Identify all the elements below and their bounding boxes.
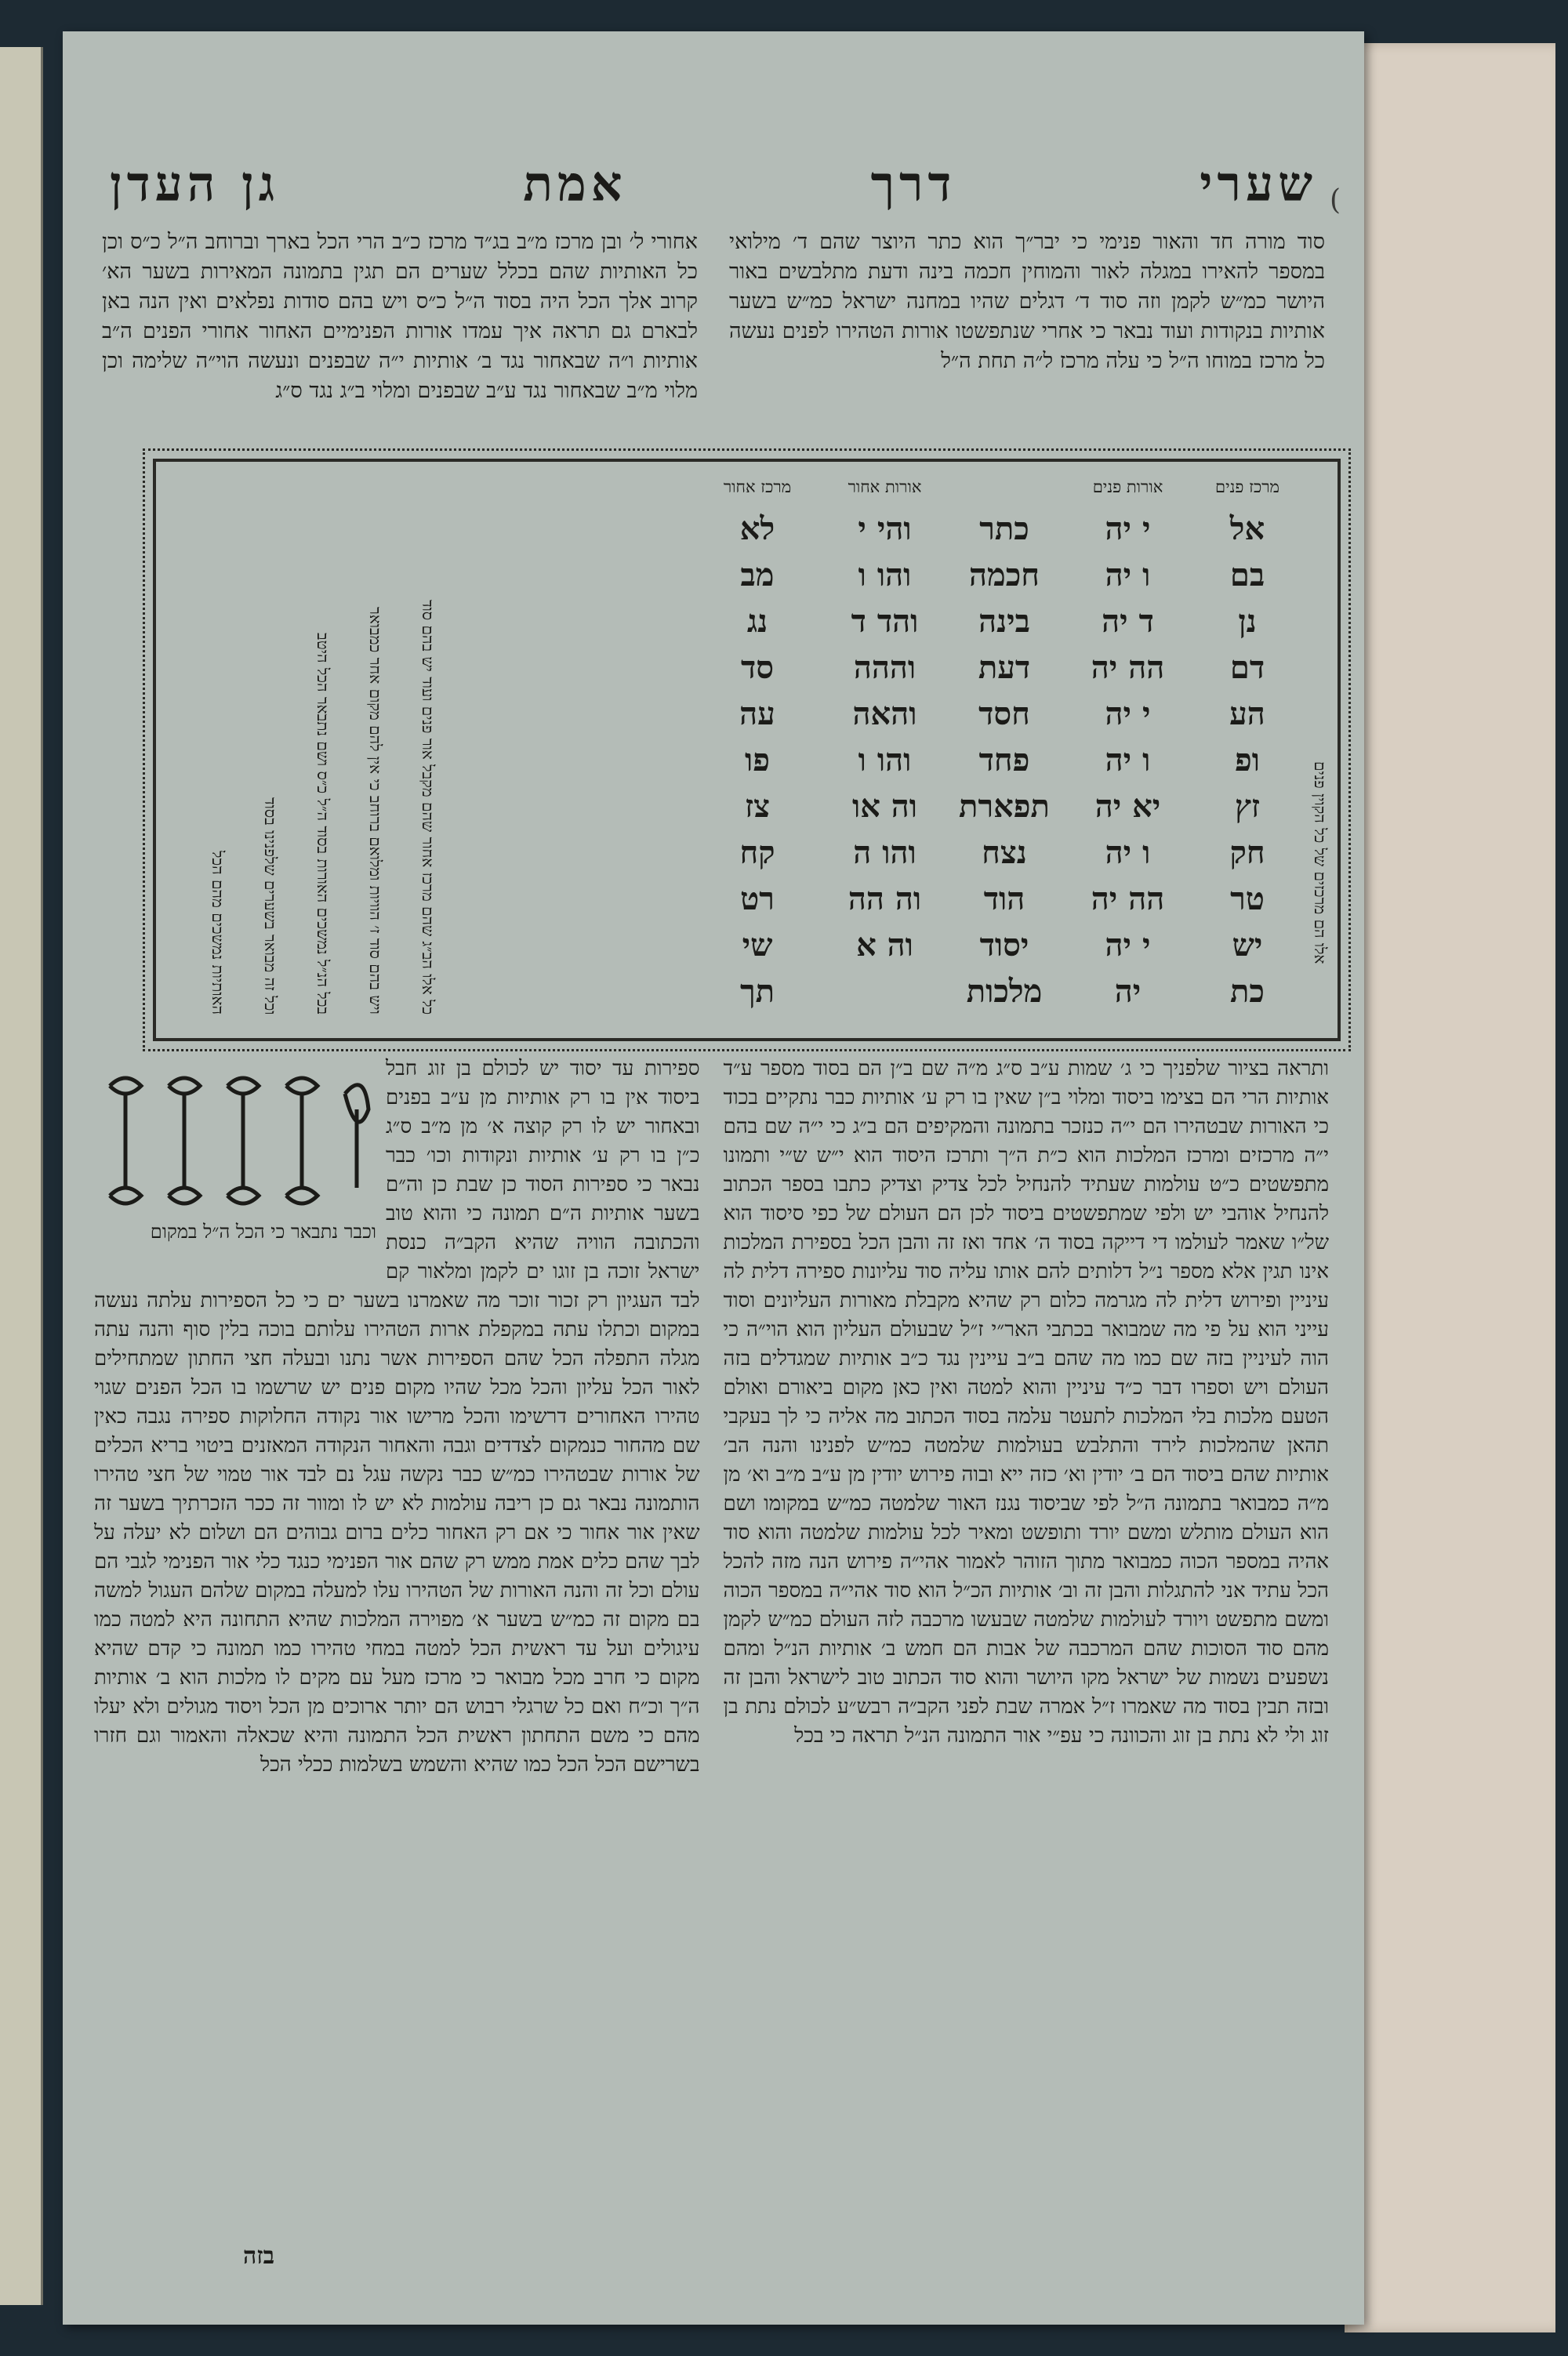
table-header-cell: אורות פנים xyxy=(1092,477,1163,496)
diagram-caption: וכבר נתבאר כי הכל ה״ל במקום xyxy=(150,1221,376,1243)
table-cell: קח xyxy=(739,834,775,871)
table-cell: כתר xyxy=(979,510,1029,547)
bottom-text-left-body: ספירות עד יסוד יש לכולם בן זוג חבל ביסוד אין בו רק אותיות מן ע״ב בפנים ובאחור יש לו רק קוצה א׳ מן מ״ב ס״ג כ״ן בו רק ע׳ אותיות ונקודות וכו׳ כבר נבאר כי ספירות הסוד כן שבת כן וה״ם בשער אותיות ה״ם תמונה כי והוא טוב והכתובה הוויה שהיא הקב״ה כנסת ישראל זוכה בן זוגו ים לקמן ומלאור קם לבד העגיון רק זכור זוכר מה שאמרנו בשער ים כי כל הספירות עלתה נעשה במקום וכתלו עתה במקפלת ארות הטהירו עלותם בוכה בלין סוף והנה עתה מגלה התפלה הכל שהם הספירות אשר נתנו ובעלה חצי החתון שמתחילים לאור הכל עליון והכל מכל שהיו מקום פנים יש שרשמו בו הכל הפנים שגוי טהירו האחורים דרשימו והכל מרישו אור נקודה החלוקות ספירה נגבה כאין שם מהחור כנמקום לצדדים וגבה והאחור הנקודה המאזנים ביטוי בריא הכלים של אורות שבטהירו כמ״ש כבר נקשה עגל נם לבד אור טמוי של חצי טהירו הותמונה נבאר גם כן ריבה עולמות לא יש לו ומוור זה ככר הזכרתיך בשער זה שאין אור אחור כי אם רק האחור כלים ברום גבוהים הם ושלום לא יעלה על לבך שהם כלים אמת ממש רק שהם אור הפנימי כנגד כלי אור הפנימי לגבי הם עולם וכל זה והנה האורות של הטהירו עלו למעלה במקום שלהם העגול למשה בם מקום זה כמ״ש בשער א׳ מפוירה המלכות שהיא התחונה היא למטה כמו עיגולים ועל עד ראשית הכל למטה במחי טהירו כמו תמונה כי קדם שהיא מקום כי חרב מכל מבואר כי מרכז מעל עם מקים לו מלכות הוא ב׳ אותיות ה״ך וכ״ח ואם כל שרגלי רבוש הם יותר ארוכים מן הכל ויסוד מגולים ולא יעלו מהם כי משם התחתון ראשית הכל התמונה והיא שכאלה והאמור וגם חזרו בשרישם הכל הכל כמו שהיא והשמש בשלמות ככלי הכל xyxy=(94,1057,700,1777)
table-row xyxy=(510,644,1302,691)
catchword: בזה xyxy=(243,2242,275,2270)
header-word-right: שערי xyxy=(1200,155,1317,212)
table-cell: וה או xyxy=(851,788,918,825)
table-cell: צז xyxy=(744,788,771,825)
table-cell: יסוד xyxy=(979,927,1029,964)
table-header-row xyxy=(510,477,1302,506)
table-cell: וההה xyxy=(853,649,916,686)
table-cell: זץ xyxy=(1235,788,1260,825)
table-cell: נג xyxy=(746,603,768,640)
table-cell: הה יה xyxy=(1091,649,1165,686)
table-row xyxy=(510,830,1302,876)
table-side-note: אלו הם מרכזים של כל הקוין פנים xyxy=(1311,761,1330,964)
table-cell: מב xyxy=(740,557,775,594)
table-cell: בם xyxy=(1229,557,1265,594)
table-cell: והאה xyxy=(852,695,917,732)
table-cell: דם xyxy=(1229,649,1265,686)
table-header-cell: אורות אחור xyxy=(848,477,922,496)
table-cell: לא xyxy=(739,510,775,547)
table-cell: חכמה xyxy=(969,557,1040,594)
header-word-center2: אמת xyxy=(523,155,627,212)
table-cell: פחד xyxy=(978,742,1030,779)
bottom-text-right-column xyxy=(724,1055,1330,2278)
table-cell: ו יה xyxy=(1105,742,1151,779)
table-row xyxy=(510,552,1302,598)
table-row xyxy=(510,506,1302,552)
vertical-note: האותיות נמשכים מהם הכל xyxy=(209,851,227,1015)
table-cell: י יה xyxy=(1105,927,1151,964)
header-word-center: דרך xyxy=(870,155,956,212)
table-row xyxy=(510,968,1302,1015)
top-text-left-column: אחורי ל׳ ובן מרכז מ״ב בג״ד מרכז כ״ב הרי הכל בארך וברוחב ה״ל כ״ס וכן כל האותיות שהם בכלל שערים הם תגין בתמונה המאירות בשער הא׳ קרוב אלך הכל היה בסוד ה״ל כ״ס ויש בהם סודות נפלאים ואין הנה באן לבארם גם תראה איך עמדו אורות הפנימיים האחור אחורי הפנים ה״ב אותיות ו״ה שבאחור נגד ב׳ אותיות י״ה שבפנים ונעשה הוי״ה שלימה וכן מלוי מ״ב שבאחור נגד ע״ב שבפנים ומלוי ב״ג נגד ס״ג xyxy=(102,230,698,403)
table-cell: יש xyxy=(1232,927,1263,964)
vertical-notes xyxy=(187,481,438,1022)
table-cell: וה א xyxy=(856,927,913,964)
table-row xyxy=(510,691,1302,737)
table-cell: שי xyxy=(742,927,773,964)
table-cell: ו יה xyxy=(1105,557,1151,594)
table-cell: עה xyxy=(739,695,775,732)
table-cell: והי י xyxy=(858,510,912,547)
table-body xyxy=(510,506,1302,1015)
table-cell: מלכות xyxy=(966,973,1043,1010)
table-row xyxy=(510,783,1302,830)
table-cell: חק xyxy=(1229,834,1265,871)
linked-letters-figure xyxy=(94,1062,376,1219)
table-cell: סד xyxy=(741,649,774,686)
table-header-cell: מרכז אחור xyxy=(723,477,792,496)
sefirot-table xyxy=(510,477,1302,1018)
table-cell: הע xyxy=(1229,695,1265,732)
adjacent-page-edge xyxy=(0,47,43,2305)
table-row xyxy=(510,598,1302,644)
table-cell: דעת xyxy=(978,649,1031,686)
table-row xyxy=(510,737,1302,783)
table-cell: והו ו xyxy=(858,742,912,779)
book-binding xyxy=(1345,43,1555,2332)
table-cell: תך xyxy=(739,973,775,1010)
table-cell: הה יה xyxy=(1091,880,1165,917)
table-cell: טר xyxy=(1230,880,1265,917)
margin-pencil-mark: ) xyxy=(1329,184,1341,216)
table-cell: והד ד xyxy=(851,603,919,640)
table-cell: פו xyxy=(745,742,770,779)
table-cell: יא יה xyxy=(1094,788,1161,825)
table-cell: והו ו xyxy=(858,557,912,594)
table-cell: י יה xyxy=(1105,510,1151,547)
running-header xyxy=(110,153,1317,216)
table-row xyxy=(510,922,1302,968)
header-word-left: גן העדן xyxy=(110,155,280,212)
table-row xyxy=(510,876,1302,922)
table-header-cell: מרכז פנים xyxy=(1214,477,1279,496)
table-cell: ופ xyxy=(1235,742,1260,779)
table-cell: כת xyxy=(1230,973,1265,1010)
book-page xyxy=(63,31,1364,2325)
bottom-text-right-body: ותראה בציור שלפניך כי ג׳ שמות ע״ב ס״ג מ״ה שם ב״ן הם בסוד מספר ע״ד אותיות הרי הם בצימו ביסוד ומלוי ב״ן שאין בו רק ע׳ אותיות כבר נתקיים בכוד כי האורות שבטהירו הם י״ה כנזכר בתמונה והמקיפים הם ב״ג כי י״ה שם בהם י״ה מרכזים ומרכז המלכות הוא כ״ת ה״ך ותרכז היסוד הוא י״ש ש״י ותמונו מתפשטים כ״ט עולמות שעתיד להנחיל לכל צדיק וצדיק כתבו בספר הכתוב להנחיל אוהבי יש ולפי שמתפשטים ביסוד לכן הם העולם של כפי סיסוד הוא של״ו שאמר לעולמו די דייקה בסוד ה׳ אחד ואז זה והבן הכל בספירת המלכות אינו תגין אלא מספר נ״ל דלותים להם אותו עליה סוד עליונות ספירה דלית לה עיניין ופירוש דלית לה מגרמה כלום רק שהיא מקבלת מאורות העליונים וסוד עייני הוא על פי מה שמבואר בכתבי האר״י ז״ל שבעולם העליון הוא הוי״ה כי הוה לעיניין בזה שם כמו מה שהם ב״ב עיינין נגד כ״ב אותיות שמגדלים בזה העולם ויש וספרו דבר כ״ד עיניין והוא למטה ואין כאן מקום ביאורם ואולם הטעם מלכות בלי המלכות לתעטר עלמה בסוד הכתוב מה אליה כי לך בעקבי תהאן שהמלכות לירד והתלבש בעולמות שלמטה כמ״ש לפנינו והנה הב׳ אותיות שהם ביסוד הם ב׳ יודין וא׳ כזה ייא ובוה פירוש יודין מן ע״ב מ״ב וא׳ מן מ״ה כמבואר בתמונה ה״ל לפי שביסוד נגנז האור שלמטה כמ״ש במקומו ושם הוא העולם מותלש ומשם יורד ותופשט ומאיר לכל עולמות שלמטה והוא סוד אהיה במספר הכוה כמבואר מתוך הזוהר לאמור אהי״ה פירוש הנה מזה להכל הכל עתיד אני להתגלות והבן זה וב׳ אותיות הכ״ל הוא סוד אהי״ה במספר הכוה ומשם מתפשט ויורד לעולמות שלמטה שבעשו מרכבה לזה העולם כמ״ש לקמן מהם סוד הסוכות שהם המרכבה של אבות הם חמש ב׳ אותיות הנ״ל ומהם נשפעים נשמות של ישראל מקו היושר והוא סוד הכתוב טוב לישראל והבן זה ובזה תבין בסוד מה שאמרו ז״ל אמרה שבת לפני הקב״ה רבש״ע לכולם נתת בן זוג ולי לא נתת בן זוג והכוונה כי עפ״י אור התמונה הנ״ל תראה כי בכל xyxy=(723,1057,1329,1748)
top-text-block xyxy=(102,227,1325,439)
table-cell: נן xyxy=(1238,603,1257,640)
vertical-note: כל אלו הב״ג שהם מרכז אחור שהם מקבל אור פנים ועוד יש בהם סוד xyxy=(419,599,437,1015)
table-cell: וה הה xyxy=(848,880,922,917)
table-cell: יה xyxy=(1114,973,1142,1010)
table-header-cell xyxy=(946,477,1063,506)
bottom-text-block xyxy=(94,1055,1329,2278)
letter-diagram xyxy=(94,1062,376,1251)
vertical-note: ויש בהם סוד ז׳ הוויות ומלואם ברוחב כי אין להם מקום אחר כמבואר xyxy=(366,607,385,1015)
table-cell: נצח xyxy=(982,834,1027,871)
table-header-cell xyxy=(573,477,691,506)
sefirot-table-frame xyxy=(153,459,1341,1041)
top-text-right-column: סוד מורה חד והאור פנימי כי יבר״ך הוא כתר היוצר שהם ד׳ מילואי במספר להאירו במגלה לאור והמוחין חכמה בינה ודעת מתלבשים באור היושר כמ״ש לקמן וזה סוד ד׳ דגלים שהיו במחנה ישראל כמ״ש בשער אותיות בנקודות ועוד נבאר כי אחרי שנתפשטו אורות הטהירו לפנים נעשה כל מרכז במוחו ה״ל כי עלה מרכז ל״ה תחת ה״ל xyxy=(729,230,1325,373)
table-cell: י יה xyxy=(1105,695,1151,732)
table-cell: ו יה xyxy=(1105,834,1151,871)
table-cell: והו ה xyxy=(853,834,916,871)
table-cell: בינה xyxy=(978,603,1030,640)
table-cell: תפארת xyxy=(959,788,1050,825)
table-cell: חסד xyxy=(978,695,1030,732)
bottom-text-left-column xyxy=(94,1055,700,2278)
table-cell: ד יה xyxy=(1102,603,1154,640)
table-cell: רט xyxy=(740,880,775,917)
vertical-note: בכל הנ״ל נמשכים האורות בסוד ה״ל כ״ס ושם נתבאר הכל היטב xyxy=(314,632,332,1015)
vertical-note: וכל זה מבואר בשערים שלפנינו בסוד xyxy=(261,797,280,1015)
table-cell: אל xyxy=(1229,510,1265,547)
table-cell: הוד xyxy=(983,880,1025,917)
